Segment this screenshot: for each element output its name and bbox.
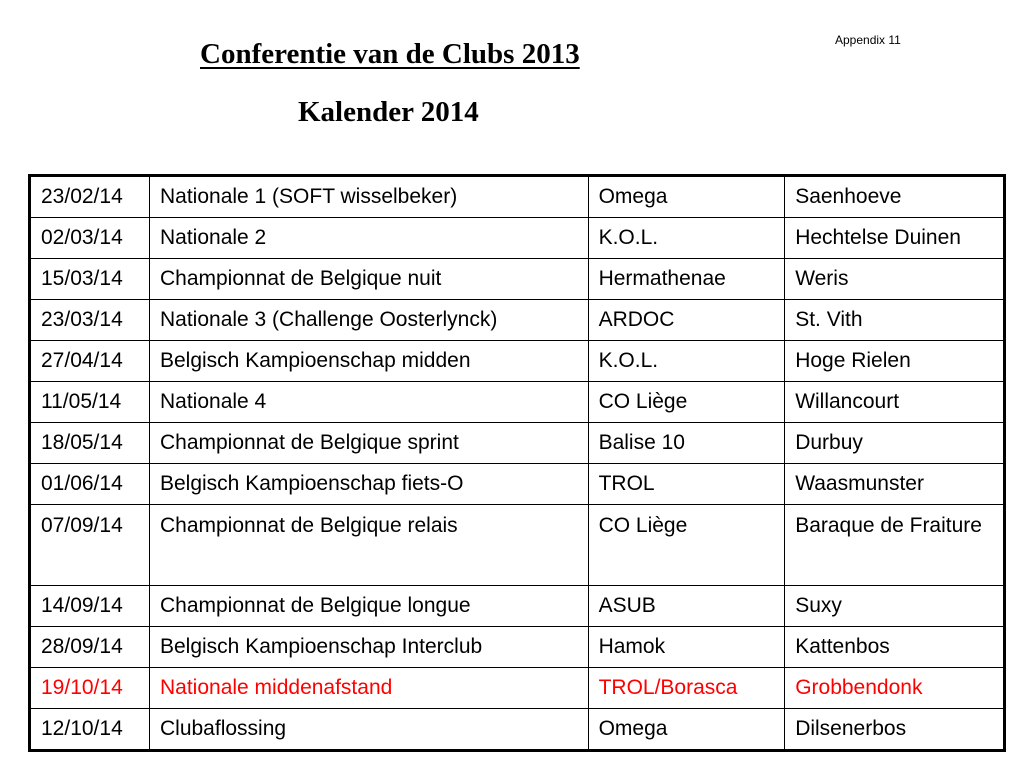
organizer-cell: ARDOC xyxy=(588,300,785,341)
event-cell: Belgisch Kampioenschap fiets-O xyxy=(149,464,588,505)
table-row-highlighted xyxy=(30,668,1005,709)
event-cell: Championnat de Belgique longue xyxy=(149,586,588,627)
table-row xyxy=(30,423,1005,464)
table-row xyxy=(30,627,1005,668)
table-row xyxy=(30,505,1005,586)
event-cell: Championnat de Belgique nuit xyxy=(149,259,588,300)
location-cell: Baraque de Fraiture xyxy=(785,505,1005,586)
table-row xyxy=(30,586,1005,627)
location-cell: St. Vith xyxy=(785,300,1005,341)
location-cell: Willancourt xyxy=(785,382,1005,423)
organizer-cell: Balise 10 xyxy=(588,423,785,464)
table-row xyxy=(30,709,1005,751)
organizer-cell: K.O.L. xyxy=(588,218,785,259)
organizer-cell: Omega xyxy=(588,176,785,218)
location-cell: Hoge Rielen xyxy=(785,341,1005,382)
date-cell: 14/09/14 xyxy=(30,586,150,627)
table-row xyxy=(30,259,1005,300)
location-cell: Hechtelse Duinen xyxy=(785,218,1005,259)
table-row xyxy=(30,464,1005,505)
organizer-cell: TROL xyxy=(588,464,785,505)
location-cell: Dilsenerbos xyxy=(785,709,1005,751)
table-row xyxy=(30,176,1005,218)
organizer-cell: CO Liège xyxy=(588,505,785,586)
table-row xyxy=(30,341,1005,382)
date-cell: 28/09/14 xyxy=(30,627,150,668)
event-cell: Belgisch Kampioenschap Interclub xyxy=(149,627,588,668)
event-cell: Championnat de Belgique relais xyxy=(149,505,588,586)
page-title: Conferentie van de Clubs 2013 xyxy=(200,38,580,70)
date-cell: 19/10/14 xyxy=(30,668,150,709)
date-cell: 23/03/14 xyxy=(30,300,150,341)
date-cell: 18/05/14 xyxy=(30,423,150,464)
location-cell: Kattenbos xyxy=(785,627,1005,668)
organizer-cell: Hermathenae xyxy=(588,259,785,300)
table-row xyxy=(30,382,1005,423)
location-cell: Waasmunster xyxy=(785,464,1005,505)
event-cell: Nationale 4 xyxy=(149,382,588,423)
event-cell: Nationale middenafstand xyxy=(149,668,588,709)
appendix-label: Appendix 11 xyxy=(835,33,901,47)
calendar-table xyxy=(28,174,1006,752)
table-row xyxy=(30,218,1005,259)
page-subtitle: Kalender 2014 xyxy=(298,96,479,128)
organizer-cell: CO Liège xyxy=(588,382,785,423)
location-cell: Grobbendonk xyxy=(785,668,1005,709)
date-cell: 23/02/14 xyxy=(30,176,150,218)
event-cell: Nationale 2 xyxy=(149,218,588,259)
event-cell: Belgisch Kampioenschap midden xyxy=(149,341,588,382)
location-cell: Durbuy xyxy=(785,423,1005,464)
date-cell: 12/10/14 xyxy=(30,709,150,751)
location-cell: Suxy xyxy=(785,586,1005,627)
event-cell: Nationale 1 (SOFT wisselbeker) xyxy=(149,176,588,218)
organizer-cell: Omega xyxy=(588,709,785,751)
date-cell: 27/04/14 xyxy=(30,341,150,382)
organizer-cell: ASUB xyxy=(588,586,785,627)
date-cell: 11/05/14 xyxy=(30,382,150,423)
organizer-cell: K.O.L. xyxy=(588,341,785,382)
event-cell: Clubaflossing xyxy=(149,709,588,751)
location-cell: Saenhoeve xyxy=(785,176,1005,218)
table-row xyxy=(30,300,1005,341)
organizer-cell: Hamok xyxy=(588,627,785,668)
event-cell: Championnat de Belgique sprint xyxy=(149,423,588,464)
location-cell: Weris xyxy=(785,259,1005,300)
date-cell: 01/06/14 xyxy=(30,464,150,505)
date-cell: 07/09/14 xyxy=(30,505,150,586)
organizer-cell: TROL/Borasca xyxy=(588,668,785,709)
date-cell: 02/03/14 xyxy=(30,218,150,259)
date-cell: 15/03/14 xyxy=(30,259,150,300)
event-cell: Nationale 3 (Challenge Oosterlynck) xyxy=(149,300,588,341)
